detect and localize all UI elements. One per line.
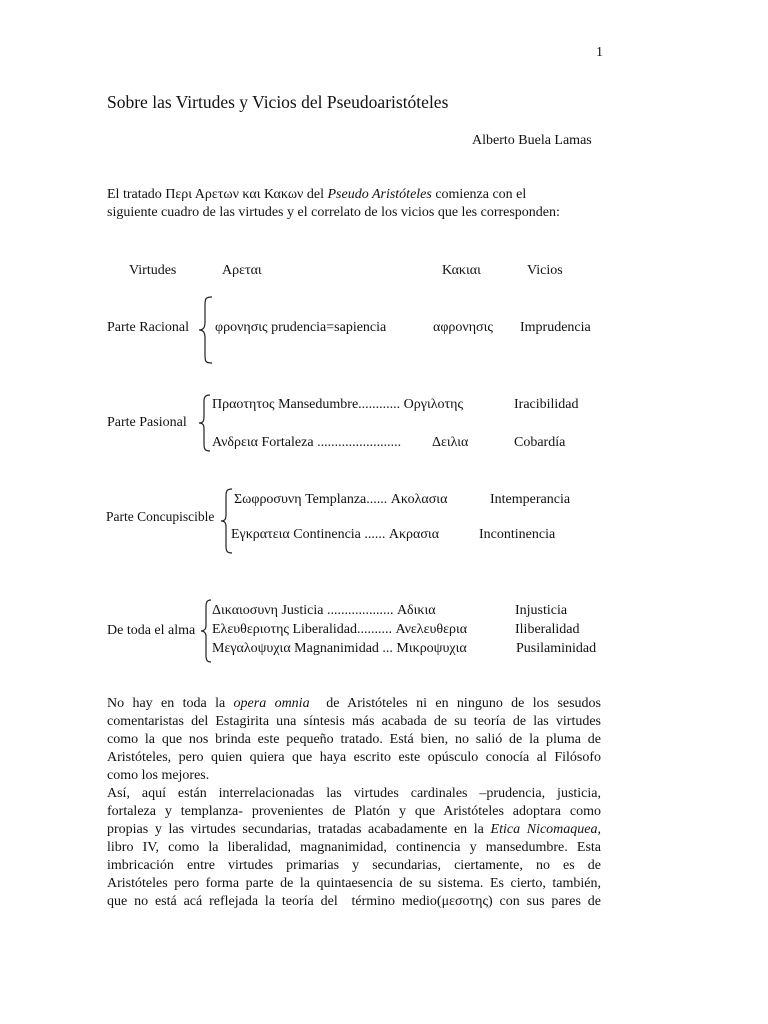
leader-dots: ... (378, 641, 393, 656)
paragraph-line: comentaristas del Estagirita una síntesis más acabada de su teoría de las virtudes (107, 714, 601, 729)
paragraph-line: Aristóteles, pero quien quiera que haya escrito este opúsculo conocía al Filósofo (107, 750, 601, 765)
paragraph-line: propias y las virtudes secundarias, tratadas acabadamente en la Etica Nicomaquea, (107, 822, 601, 837)
virtue-greek: Ελευθεριοτης (212, 622, 289, 637)
intro-text: comienza con el (431, 187, 527, 202)
virtue-spanish: prudencia=sapiencia (271, 320, 387, 335)
virtue-spanish: Templanza (305, 492, 367, 507)
paragraph-line: imbricación entre virtudes primarias y secundarias, ciertamente, no es de (107, 858, 601, 873)
author-name: Alberto Buela Lamas (472, 133, 592, 148)
header-vicios: Vicios (527, 263, 563, 278)
paragraph-line: como los mejores. (107, 768, 210, 783)
paragraph-line: libro IV, como la liberalidad, magnanimidad, continencia y mansedumbre. Esta (107, 840, 601, 855)
header-virtudes: Virtudes (129, 263, 177, 278)
vice-spanish: Pusilaminidad (516, 641, 597, 656)
group-label-racional: Parte Racional (107, 320, 190, 335)
table-row (215, 320, 386, 336)
vice-greek: Ακολασια (390, 492, 448, 507)
paragraph-line: Así, aquí están interrelacionadas las virtudes cardinales –prudencia, justicia, (107, 786, 601, 801)
virtue-spanish: Justicia (281, 603, 324, 618)
intro-text: siguiente cuadro de las virtudes y el correlato de los vicios que les corresponden: (107, 205, 560, 220)
paragraph-line: como la que nos brinda este pequeño tratado. Está bien, no salió de la pluma de (107, 732, 601, 747)
table-row (212, 435, 401, 451)
vice-greek: Οργιλοτης (403, 397, 463, 412)
page-number: 1 (596, 45, 603, 60)
leader-dots: ...... (366, 492, 388, 507)
header-kakiai: Κακιαι (442, 263, 481, 278)
table-row (212, 397, 463, 413)
vice-greek: Αδικια (396, 603, 436, 618)
intro-text: del (303, 187, 328, 202)
table-row (212, 622, 467, 638)
brace-icon (198, 394, 212, 452)
vice-spanish: Cobardía (514, 435, 566, 450)
document-title: Sobre las Virtudes y Vicios del Pseudoaristóteles (107, 92, 449, 112)
leader-dots: ............ (358, 397, 401, 412)
paragraph-line: Aristóteles pero forma parte de la quintaesencia de su sistema. Es cierto, también, (107, 876, 601, 891)
brace-icon (198, 296, 214, 364)
virtue-greek: Ανδρεια (212, 435, 258, 450)
leader-dots: .......... (357, 622, 393, 637)
virtue-spanish: Fortaleza (261, 435, 314, 450)
virtue-spanish: Mansedumbre (278, 397, 359, 412)
vice-greek: Ανελευθερια (395, 622, 468, 637)
intro-text: El tratado (107, 187, 166, 202)
vice-greek: Ακρασια (388, 527, 440, 542)
group-label-alma: De toda el alma (107, 623, 196, 638)
virtue-spanish: Continencia (293, 527, 361, 542)
vice-spanish: Incontinencia (479, 527, 556, 542)
group-label-concupiscible: Parte Concupiscible (106, 509, 215, 524)
virtue-greek: φρονησις (215, 320, 268, 335)
vice-greek: Δειλια (432, 435, 469, 450)
vice-spanish: Iliberalidad (515, 622, 580, 637)
brace-icon (200, 599, 212, 663)
virtue-greek: Εγκρατεια (231, 527, 290, 542)
leader-dots: ................... (323, 603, 394, 618)
group-label-pasional: Parte Pasional (107, 415, 187, 430)
intro-paragraph (107, 186, 607, 222)
intro-greek-title: Περι Αρετων και Κακων (165, 187, 304, 202)
virtue-greek: Σωφροσυνη (234, 492, 302, 507)
leader-dots: ...... (360, 527, 386, 542)
virtue-spanish: Magnanimidad (294, 641, 379, 656)
table-row (231, 527, 439, 543)
leader-dots: ........................ (313, 435, 402, 450)
table-row (212, 641, 467, 657)
virtue-greek: Δικαιοσυνη (212, 603, 278, 618)
vice-spanish: Injusticia (515, 603, 568, 618)
italic-opera-omnia: opera omnia (233, 696, 310, 711)
vice-spanish: Intemperancia (490, 492, 571, 507)
virtue-greek: Μεγαλοψυχια (212, 641, 291, 656)
italic-etica-nicomaquea: Etica Nicomaquea, (490, 822, 601, 837)
vice-spanish: Iracibilidad (514, 397, 579, 412)
paragraph-line: fortaleza y templanza- provenientes de Platón y que Aristóteles adoptara como (107, 804, 601, 819)
table-row (212, 603, 436, 619)
vice-greek: αφρονησις (433, 320, 493, 335)
greek-mesotes: μεσοτης (441, 894, 488, 909)
vice-spanish: Imprudencia (520, 320, 591, 335)
body-text (107, 695, 601, 911)
table-row (234, 492, 447, 508)
vice-greek: Μικροψυχια (396, 641, 467, 656)
paragraph-line: que no está acá reflejada la teoría del término medio(μεσοτης) con sus pares de (107, 894, 602, 909)
intro-italic-author: Pseudo Aristóteles (327, 187, 432, 202)
header-aretai: Αρεται (222, 263, 262, 278)
paragraph-line: No hay en toda la opera omnia de Aristóteles ni en ninguno de los sesudos (107, 696, 602, 711)
virtue-spanish: Liberalidad (292, 622, 358, 637)
virtue-greek: Πραοτητος (212, 397, 275, 412)
brace-icon (220, 488, 234, 554)
